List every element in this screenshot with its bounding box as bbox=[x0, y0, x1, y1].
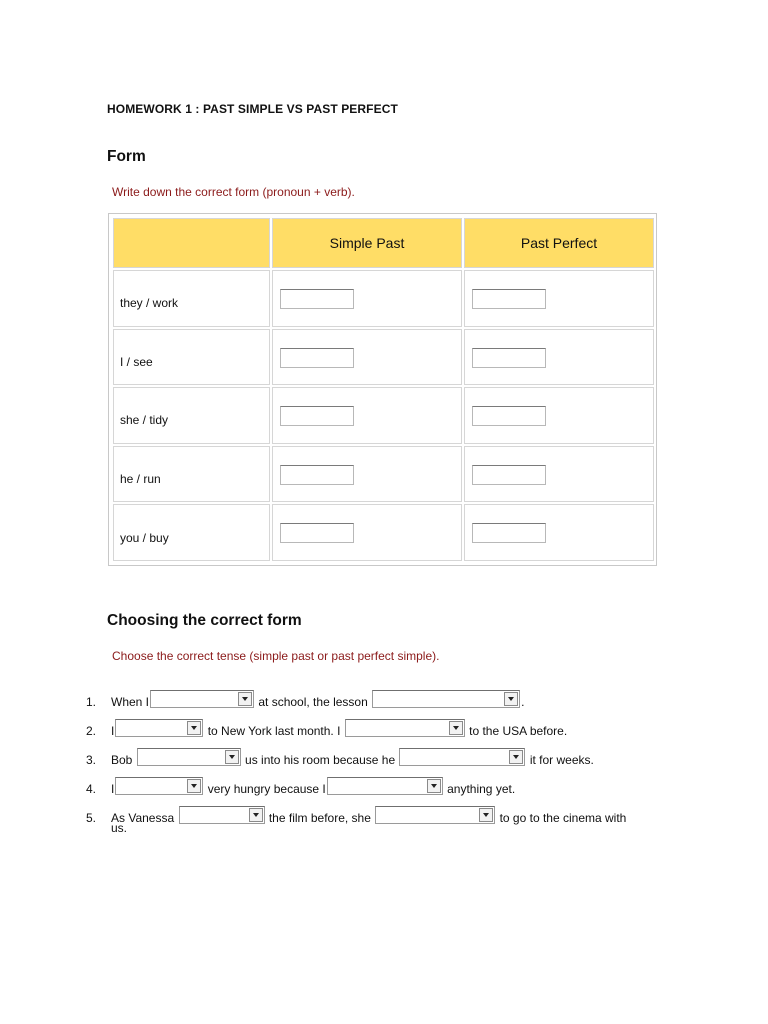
item-number: 2. bbox=[86, 724, 97, 738]
simple-past-input[interactable] bbox=[280, 406, 354, 426]
header-cell-simple-past: Simple Past bbox=[272, 218, 462, 268]
sentence-text: Bob bbox=[111, 753, 133, 767]
chevron-down-icon[interactable] bbox=[509, 750, 523, 764]
item-sentence bbox=[111, 777, 515, 796]
table-row bbox=[113, 504, 654, 561]
item-sentence bbox=[111, 690, 524, 709]
chevron-down-icon[interactable] bbox=[187, 721, 201, 735]
table-cell bbox=[464, 446, 654, 503]
list-item bbox=[86, 796, 666, 825]
table-row bbox=[113, 329, 654, 386]
row-label-text: you / buy bbox=[120, 530, 169, 545]
answer-dropdown[interactable] bbox=[137, 748, 241, 766]
answer-dropdown[interactable] bbox=[179, 806, 265, 824]
answer-dropdown[interactable] bbox=[375, 806, 495, 824]
answer-dropdown[interactable] bbox=[115, 719, 203, 737]
chevron-down-icon[interactable] bbox=[427, 779, 441, 793]
simple-past-input[interactable] bbox=[280, 289, 354, 309]
row-label-text: she / tidy bbox=[120, 413, 169, 428]
row-label-text: they / work bbox=[120, 296, 179, 311]
table-cell bbox=[272, 329, 462, 386]
page-title: HOMEWORK 1 : PAST SIMPLE VS PAST PERFECT bbox=[107, 102, 398, 116]
chevron-down-icon[interactable] bbox=[449, 721, 463, 735]
table-cell bbox=[272, 446, 462, 503]
list-item bbox=[86, 680, 666, 709]
table-row bbox=[113, 387, 654, 444]
choose-instruction: Choose the correct tense (simple past or past perfect simple). bbox=[112, 649, 440, 663]
sentence-text: to New York last month. I bbox=[207, 724, 341, 738]
answer-dropdown[interactable] bbox=[399, 748, 525, 766]
table-cell bbox=[464, 387, 654, 444]
sentence-text: I bbox=[111, 724, 115, 738]
sentence-continuation: us. bbox=[111, 821, 128, 835]
simple-past-input[interactable] bbox=[280, 348, 354, 368]
sentence-text: I bbox=[111, 782, 115, 796]
sentence-text: anything yet. bbox=[447, 782, 516, 796]
header-cell-past-perfect: Past Perfect bbox=[464, 218, 654, 268]
row-label bbox=[113, 329, 270, 386]
simple-past-input[interactable] bbox=[280, 523, 354, 543]
list-item bbox=[86, 738, 666, 767]
list-item bbox=[86, 767, 666, 796]
chevron-down-icon[interactable] bbox=[479, 808, 493, 822]
item-sentence bbox=[111, 806, 626, 825]
chevron-down-icon[interactable] bbox=[249, 808, 263, 822]
row-label-text: he / run bbox=[120, 472, 161, 487]
row-label bbox=[113, 270, 270, 327]
table-cell bbox=[272, 270, 462, 327]
sentence-text: at school, the lesson bbox=[258, 695, 368, 709]
past-perfect-input[interactable] bbox=[472, 465, 546, 485]
item-number: 3. bbox=[86, 753, 97, 767]
past-perfect-input[interactable] bbox=[472, 289, 546, 309]
sentence-text: . bbox=[521, 695, 525, 709]
past-perfect-input[interactable] bbox=[472, 406, 546, 426]
exercise-list bbox=[86, 680, 666, 825]
form-heading: Form bbox=[107, 148, 146, 165]
answer-dropdown[interactable] bbox=[327, 777, 443, 795]
chevron-down-icon[interactable] bbox=[504, 692, 518, 706]
sentence-text: very hungry because I bbox=[207, 782, 326, 796]
item-number: 1. bbox=[86, 695, 97, 709]
row-label-text: I / see bbox=[120, 354, 153, 369]
table-cell bbox=[272, 387, 462, 444]
sentence-text: When I bbox=[111, 695, 150, 709]
item-number: 5. bbox=[86, 811, 97, 825]
sentence-text: to the USA before. bbox=[469, 724, 568, 738]
past-perfect-input[interactable] bbox=[472, 348, 546, 368]
item-sentence bbox=[111, 748, 594, 767]
table-cell bbox=[464, 270, 654, 327]
header-cell-blank bbox=[113, 218, 270, 268]
item-sentence bbox=[111, 719, 567, 738]
table-cell bbox=[464, 329, 654, 386]
chevron-down-icon[interactable] bbox=[187, 779, 201, 793]
answer-dropdown[interactable] bbox=[372, 690, 520, 708]
chevron-down-icon[interactable] bbox=[225, 750, 239, 764]
row-label bbox=[113, 504, 270, 561]
sentence-text: it for weeks. bbox=[529, 753, 594, 767]
answer-dropdown[interactable] bbox=[115, 777, 203, 795]
sentence-text: to go to the cinema with bbox=[499, 811, 627, 825]
answer-dropdown[interactable] bbox=[345, 719, 465, 737]
form-table bbox=[108, 213, 657, 566]
table-header-row bbox=[113, 218, 654, 268]
sentence-text: As Vanessa bbox=[111, 811, 175, 825]
sentence-text: the film before, she bbox=[268, 811, 371, 825]
table-row bbox=[113, 446, 654, 503]
item-number: 4. bbox=[86, 782, 97, 796]
simple-past-input[interactable] bbox=[280, 465, 354, 485]
row-label bbox=[113, 387, 270, 444]
answer-dropdown[interactable] bbox=[150, 690, 254, 708]
list-item bbox=[86, 709, 666, 738]
chevron-down-icon[interactable] bbox=[238, 692, 252, 706]
sentence-text: us into his room because he bbox=[245, 753, 396, 767]
choose-heading: Choosing the correct form bbox=[107, 612, 302, 629]
row-label bbox=[113, 446, 270, 503]
form-instruction: Write down the correct form (pronoun + verb). bbox=[112, 185, 355, 199]
table-row bbox=[113, 270, 654, 327]
table-cell bbox=[464, 504, 654, 561]
past-perfect-input[interactable] bbox=[472, 523, 546, 543]
table-cell bbox=[272, 504, 462, 561]
